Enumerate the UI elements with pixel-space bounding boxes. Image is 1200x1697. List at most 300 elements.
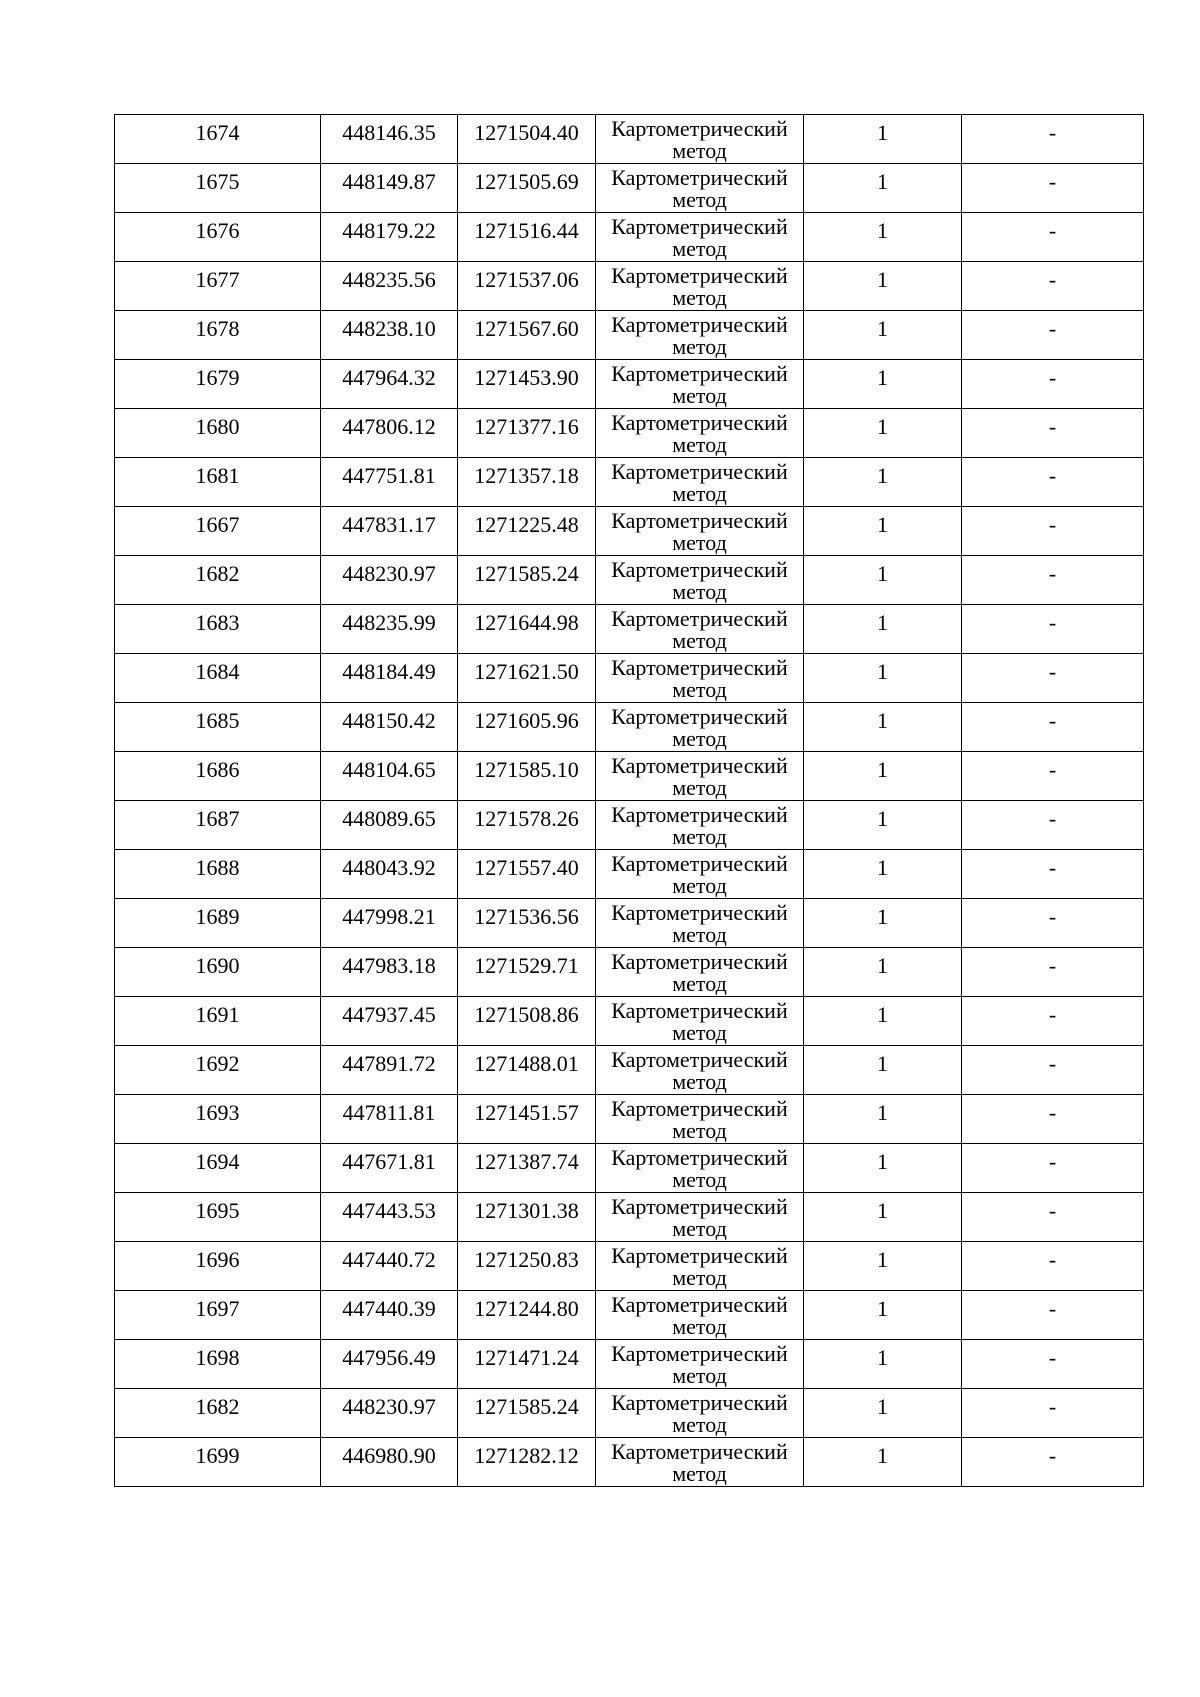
note-value-cell — [962, 654, 1144, 703]
table-row — [115, 262, 1144, 311]
note-value-cell — [962, 1340, 1144, 1389]
method-label-line1: Картометрический — [611, 655, 788, 680]
table-row — [115, 1340, 1144, 1389]
accuracy-value-cell — [804, 997, 962, 1046]
y-coordinate: 1271504.40 — [474, 120, 579, 145]
x-coordinate: 448238.10 — [342, 316, 436, 341]
method-label-line1: Картометрический — [611, 1292, 788, 1317]
y-coordinate-cell — [458, 164, 596, 213]
table-row — [115, 801, 1144, 850]
x-coordinate: 448235.56 — [342, 267, 436, 292]
y-coordinate: 1271557.40 — [474, 855, 579, 880]
point-number: 1691 — [195, 1002, 240, 1027]
note-value-cell — [962, 752, 1144, 801]
table-body — [115, 115, 1144, 1487]
y-coordinate-cell — [458, 458, 596, 507]
x-coordinate-cell — [321, 507, 458, 556]
method-label-line1: Картометрический — [611, 1439, 788, 1464]
method-cell — [596, 1242, 804, 1291]
note-value-cell — [962, 1095, 1144, 1144]
x-coordinate-cell — [321, 164, 458, 213]
coordinates-table — [114, 114, 1144, 1487]
accuracy-value: 1 — [877, 120, 888, 145]
note-value: - — [1048, 855, 1057, 880]
note-value: - — [1048, 953, 1057, 978]
x-coordinate: 447983.18 — [342, 953, 436, 978]
point-number: 1693 — [195, 1100, 240, 1125]
y-coordinate-cell — [458, 948, 596, 997]
accuracy-value-cell — [804, 556, 962, 605]
table-row — [115, 556, 1144, 605]
method-cell — [596, 1046, 804, 1095]
table-row — [115, 409, 1144, 458]
accuracy-value: 1 — [877, 708, 888, 733]
note-value-cell — [962, 801, 1144, 850]
note-value-cell — [962, 409, 1144, 458]
method-cell — [596, 1144, 804, 1193]
y-coordinate-cell — [458, 507, 596, 556]
x-coordinate: 447671.81 — [342, 1149, 436, 1174]
y-coordinate-cell — [458, 1389, 596, 1438]
accuracy-value: 1 — [877, 267, 888, 292]
point-number: 1679 — [195, 365, 240, 390]
point-number: 1684 — [195, 659, 240, 684]
x-coordinate-cell — [321, 605, 458, 654]
x-coordinate-cell — [321, 556, 458, 605]
table-row — [115, 1095, 1144, 1144]
method-label-line1: Картометрический — [611, 263, 788, 288]
note-value-cell — [962, 360, 1144, 409]
accuracy-value: 1 — [877, 855, 888, 880]
x-coordinate: 448230.97 — [342, 1394, 436, 1419]
y-coordinate-cell — [458, 1438, 596, 1487]
note-value-cell — [962, 703, 1144, 752]
method-label-line1: Картометрический — [611, 312, 788, 337]
accuracy-value-cell — [804, 654, 962, 703]
method-label-line2: метод — [672, 1069, 727, 1094]
y-coordinate: 1271471.24 — [474, 1345, 579, 1370]
y-coordinate: 1271567.60 — [474, 316, 579, 341]
point-number-cell — [115, 703, 321, 752]
point-number-cell — [115, 360, 321, 409]
accuracy-value: 1 — [877, 512, 888, 537]
x-coordinate-cell — [321, 115, 458, 164]
method-cell — [596, 703, 804, 752]
x-coordinate-cell — [321, 213, 458, 262]
accuracy-value-cell — [804, 1438, 962, 1487]
x-coordinate: 448184.49 — [342, 659, 436, 684]
x-coordinate-cell — [321, 311, 458, 360]
note-value: - — [1048, 169, 1057, 194]
method-cell — [596, 311, 804, 360]
point-number-cell — [115, 605, 321, 654]
point-number: 1685 — [195, 708, 240, 733]
method-label-line1: Картометрический — [611, 1341, 788, 1366]
point-number-cell — [115, 311, 321, 360]
note-value-cell — [962, 899, 1144, 948]
accuracy-value-cell — [804, 703, 962, 752]
accuracy-value: 1 — [877, 1296, 888, 1321]
note-value-cell — [962, 1291, 1144, 1340]
method-label-line2: метод — [672, 824, 727, 849]
x-coordinate: 448149.87 — [342, 169, 436, 194]
accuracy-value-cell — [804, 507, 962, 556]
table-row — [115, 1046, 1144, 1095]
method-cell — [596, 213, 804, 262]
y-coordinate-cell — [458, 1046, 596, 1095]
table-row — [115, 360, 1144, 409]
table-row — [115, 899, 1144, 948]
point-number-cell — [115, 1046, 321, 1095]
x-coordinate: 447443.53 — [342, 1198, 436, 1223]
point-number: 1699 — [195, 1443, 240, 1468]
point-number-cell — [115, 801, 321, 850]
x-coordinate: 447811.81 — [342, 1100, 436, 1125]
accuracy-value: 1 — [877, 218, 888, 243]
point-number-cell — [115, 752, 321, 801]
table-row — [115, 1389, 1144, 1438]
y-coordinate: 1271605.96 — [474, 708, 579, 733]
y-coordinate: 1271250.83 — [474, 1247, 579, 1272]
accuracy-value: 1 — [877, 561, 888, 586]
table-row — [115, 605, 1144, 654]
point-number-cell — [115, 262, 321, 311]
y-coordinate: 1271578.26 — [474, 806, 579, 831]
method-label-line2: метод — [672, 628, 727, 653]
method-cell — [596, 507, 804, 556]
y-coordinate: 1271451.57 — [474, 1100, 579, 1125]
accuracy-value: 1 — [877, 1443, 888, 1468]
accuracy-value-cell — [804, 213, 962, 262]
x-coordinate: 447964.32 — [342, 365, 436, 390]
y-coordinate: 1271516.44 — [474, 218, 579, 243]
x-coordinate-cell — [321, 1389, 458, 1438]
y-coordinate: 1271621.50 — [474, 659, 579, 684]
accuracy-value: 1 — [877, 1198, 888, 1223]
note-value: - — [1048, 414, 1057, 439]
x-coordinate-cell — [321, 899, 458, 948]
point-number: 1695 — [195, 1198, 240, 1223]
method-label-line2: метод — [672, 1216, 727, 1241]
accuracy-value-cell — [804, 1046, 962, 1095]
x-coordinate-cell — [321, 850, 458, 899]
note-value-cell — [962, 262, 1144, 311]
method-label-line2: метод — [672, 530, 727, 555]
method-cell — [596, 997, 804, 1046]
y-coordinate-cell — [458, 213, 596, 262]
y-coordinate: 1271644.98 — [474, 610, 579, 635]
accuracy-value-cell — [804, 1095, 962, 1144]
note-value: - — [1048, 365, 1057, 390]
y-coordinate: 1271488.01 — [474, 1051, 579, 1076]
note-value: - — [1048, 316, 1057, 341]
x-coordinate: 447937.45 — [342, 1002, 436, 1027]
point-number-cell — [115, 1144, 321, 1193]
method-cell — [596, 115, 804, 164]
y-coordinate-cell — [458, 605, 596, 654]
method-label-line2: метод — [672, 922, 727, 947]
method-label-line1: Картометрический — [611, 851, 788, 876]
accuracy-value-cell — [804, 360, 962, 409]
point-number: 1674 — [195, 120, 240, 145]
point-number-cell — [115, 213, 321, 262]
y-coordinate-cell — [458, 997, 596, 1046]
method-label-line2: метод — [672, 1412, 727, 1437]
method-label-line1: Картометрический — [611, 557, 788, 582]
note-value-cell — [962, 1242, 1144, 1291]
y-coordinate-cell — [458, 703, 596, 752]
method-label-line2: метод — [672, 285, 727, 310]
x-coordinate-cell — [321, 360, 458, 409]
note-value-cell — [962, 1144, 1144, 1193]
note-value: - — [1048, 120, 1057, 145]
method-cell — [596, 1193, 804, 1242]
table-row — [115, 1242, 1144, 1291]
note-value-cell — [962, 115, 1144, 164]
x-coordinate-cell — [321, 1438, 458, 1487]
table-row — [115, 1144, 1144, 1193]
accuracy-value-cell — [804, 752, 962, 801]
note-value: - — [1048, 1198, 1057, 1223]
x-coordinate-cell — [321, 409, 458, 458]
accuracy-value-cell — [804, 1144, 962, 1193]
method-label-line1: Картометрический — [611, 1047, 788, 1072]
point-number: 1697 — [195, 1296, 240, 1321]
point-number: 1692 — [195, 1051, 240, 1076]
y-coordinate: 1271585.10 — [474, 757, 579, 782]
accuracy-value: 1 — [877, 1149, 888, 1174]
point-number: 1682 — [195, 561, 240, 586]
note-value: - — [1048, 708, 1057, 733]
point-number: 1686 — [195, 757, 240, 782]
point-number-cell — [115, 1095, 321, 1144]
point-number-cell — [115, 899, 321, 948]
accuracy-value-cell — [804, 1340, 962, 1389]
method-cell — [596, 1095, 804, 1144]
accuracy-value: 1 — [877, 1002, 888, 1027]
method-label-line2: метод — [672, 1167, 727, 1192]
method-label-line2: метод — [672, 334, 727, 359]
y-coordinate-cell — [458, 1242, 596, 1291]
method-label-line2: метод — [672, 1020, 727, 1045]
method-label-line2: метод — [672, 481, 727, 506]
method-label-line1: Картометрический — [611, 214, 788, 239]
x-coordinate-cell — [321, 262, 458, 311]
table-row — [115, 1193, 1144, 1242]
x-coordinate-cell — [321, 1193, 458, 1242]
table-row — [115, 213, 1144, 262]
accuracy-value: 1 — [877, 1051, 888, 1076]
method-cell — [596, 899, 804, 948]
accuracy-value: 1 — [877, 904, 888, 929]
x-coordinate: 447751.81 — [342, 463, 436, 488]
note-value: - — [1048, 1443, 1057, 1468]
method-cell — [596, 1438, 804, 1487]
accuracy-value-cell — [804, 115, 962, 164]
y-coordinate-cell — [458, 752, 596, 801]
y-coordinate: 1271585.24 — [474, 561, 579, 586]
table-row — [115, 311, 1144, 360]
method-cell — [596, 409, 804, 458]
y-coordinate: 1271387.74 — [474, 1149, 579, 1174]
method-cell — [596, 1291, 804, 1340]
point-number: 1680 — [195, 414, 240, 439]
accuracy-value: 1 — [877, 806, 888, 831]
x-coordinate: 447440.39 — [342, 1296, 436, 1321]
method-label-line2: метод — [672, 873, 727, 898]
y-coordinate: 1271536.56 — [474, 904, 579, 929]
y-coordinate: 1271301.38 — [474, 1198, 579, 1223]
method-label-line1: Картометрический — [611, 802, 788, 827]
table-row — [115, 1291, 1144, 1340]
x-coordinate-cell — [321, 703, 458, 752]
y-coordinate: 1271282.12 — [474, 1443, 579, 1468]
method-label-line1: Картометрический — [611, 165, 788, 190]
x-coordinate: 448235.99 — [342, 610, 436, 635]
method-cell — [596, 1389, 804, 1438]
accuracy-value: 1 — [877, 1394, 888, 1419]
y-coordinate-cell — [458, 801, 596, 850]
method-label-line1: Картометрический — [611, 1194, 788, 1219]
method-label-line2: метод — [672, 138, 727, 163]
accuracy-value-cell — [804, 899, 962, 948]
method-label-line1: Картометрический — [611, 1096, 788, 1121]
point-number-cell — [115, 997, 321, 1046]
accuracy-value-cell — [804, 409, 962, 458]
note-value-cell — [962, 605, 1144, 654]
note-value-cell — [962, 850, 1144, 899]
y-coordinate-cell — [458, 1095, 596, 1144]
y-coordinate-cell — [458, 1193, 596, 1242]
point-number-cell — [115, 1242, 321, 1291]
y-coordinate: 1271244.80 — [474, 1296, 579, 1321]
point-number-cell — [115, 458, 321, 507]
y-coordinate-cell — [458, 360, 596, 409]
method-label-line2: метод — [672, 1314, 727, 1339]
x-coordinate: 448230.97 — [342, 561, 436, 586]
method-label-line1: Картометрический — [611, 1145, 788, 1170]
method-label-line2: метод — [672, 236, 727, 261]
note-value: - — [1048, 1051, 1057, 1076]
y-coordinate: 1271377.16 — [474, 414, 579, 439]
accuracy-value-cell — [804, 458, 962, 507]
note-value-cell — [962, 1193, 1144, 1242]
x-coordinate: 448043.92 — [342, 855, 436, 880]
y-coordinate: 1271585.24 — [474, 1394, 579, 1419]
accuracy-value: 1 — [877, 316, 888, 341]
method-label-line2: метод — [672, 726, 727, 751]
method-cell — [596, 948, 804, 997]
point-number-cell — [115, 164, 321, 213]
x-coordinate: 446980.90 — [342, 1443, 436, 1468]
point-number: 1688 — [195, 855, 240, 880]
method-label-line2: метод — [672, 383, 727, 408]
x-coordinate: 447998.21 — [342, 904, 436, 929]
accuracy-value: 1 — [877, 1345, 888, 1370]
point-number: 1689 — [195, 904, 240, 929]
method-label-line1: Картометрический — [611, 361, 788, 386]
note-value-cell — [962, 458, 1144, 507]
accuracy-value: 1 — [877, 1100, 888, 1125]
accuracy-value: 1 — [877, 610, 888, 635]
point-number: 1690 — [195, 953, 240, 978]
accuracy-value-cell — [804, 1193, 962, 1242]
method-cell — [596, 458, 804, 507]
accuracy-value: 1 — [877, 463, 888, 488]
method-cell — [596, 654, 804, 703]
note-value-cell — [962, 948, 1144, 997]
accuracy-value: 1 — [877, 953, 888, 978]
point-number: 1687 — [195, 806, 240, 831]
note-value: - — [1048, 561, 1057, 586]
table-row — [115, 507, 1144, 556]
y-coordinate: 1271529.71 — [474, 953, 579, 978]
method-label-line1: Картометрический — [611, 704, 788, 729]
y-coordinate: 1271453.90 — [474, 365, 579, 390]
x-coordinate-cell — [321, 1095, 458, 1144]
note-value: - — [1048, 463, 1057, 488]
point-number: 1675 — [195, 169, 240, 194]
note-value-cell — [962, 1389, 1144, 1438]
point-number-cell — [115, 1438, 321, 1487]
point-number-cell — [115, 115, 321, 164]
point-number: 1696 — [195, 1247, 240, 1272]
note-value: - — [1048, 1296, 1057, 1321]
accuracy-value-cell — [804, 1242, 962, 1291]
x-coordinate-cell — [321, 458, 458, 507]
method-label-line1: Картометрический — [611, 410, 788, 435]
note-value-cell — [962, 311, 1144, 360]
method-cell — [596, 752, 804, 801]
table-row — [115, 752, 1144, 801]
x-coordinate-cell — [321, 1046, 458, 1095]
method-cell — [596, 360, 804, 409]
x-coordinate: 448089.65 — [342, 806, 436, 831]
x-coordinate: 447440.72 — [342, 1247, 436, 1272]
table-row — [115, 850, 1144, 899]
point-number-cell — [115, 1389, 321, 1438]
method-label-line2: метод — [672, 971, 727, 996]
y-coordinate-cell — [458, 409, 596, 458]
accuracy-value-cell — [804, 311, 962, 360]
point-number: 1681 — [195, 463, 240, 488]
point-number: 1682 — [195, 1394, 240, 1419]
point-number: 1678 — [195, 316, 240, 341]
y-coordinate: 1271508.86 — [474, 1002, 579, 1027]
method-label-line2: метод — [672, 1363, 727, 1388]
method-label-line1: Картометрический — [611, 459, 788, 484]
point-number: 1694 — [195, 1149, 240, 1174]
x-coordinate-cell — [321, 1340, 458, 1389]
x-coordinate-cell — [321, 1144, 458, 1193]
x-coordinate: 447806.12 — [342, 414, 436, 439]
y-coordinate: 1271225.48 — [474, 512, 579, 537]
method-label-line2: метод — [672, 579, 727, 604]
y-coordinate: 1271505.69 — [474, 169, 579, 194]
point-number-cell — [115, 948, 321, 997]
accuracy-value-cell — [804, 262, 962, 311]
method-label-line2: метод — [672, 1461, 727, 1486]
x-coordinate: 448104.65 — [342, 757, 436, 782]
x-coordinate: 447831.17 — [342, 512, 436, 537]
table-row — [115, 164, 1144, 213]
point-number: 1677 — [195, 267, 240, 292]
x-coordinate: 448179.22 — [342, 218, 436, 243]
note-value-cell — [962, 1046, 1144, 1095]
table-row — [115, 115, 1144, 164]
point-number-cell — [115, 1193, 321, 1242]
note-value: - — [1048, 806, 1057, 831]
